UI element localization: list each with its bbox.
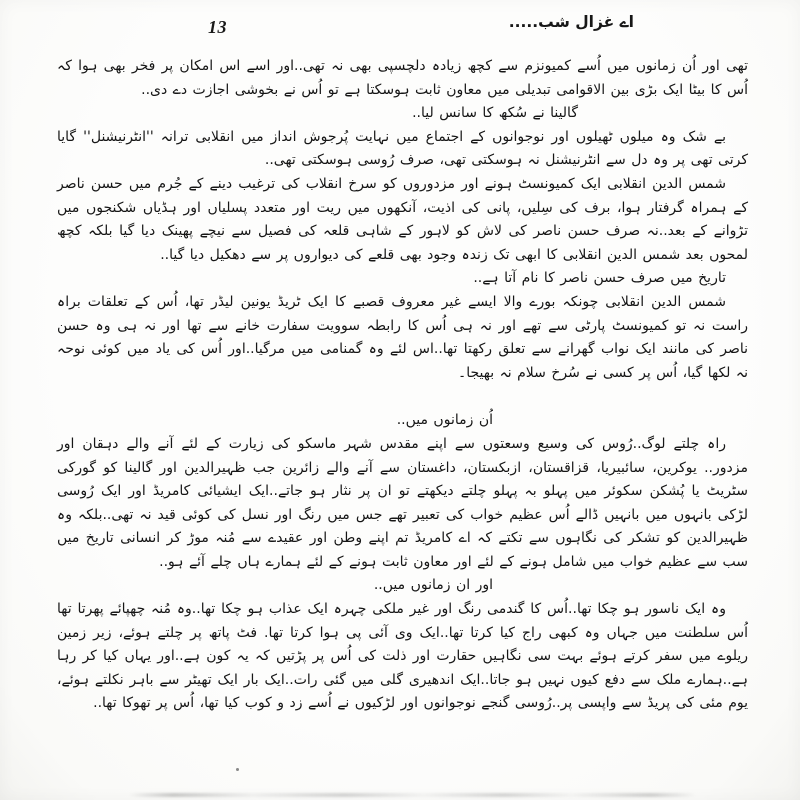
paragraph: اُن زمانوں میں.. — [396, 412, 493, 429]
paragraph: بے شک وہ میلوں ٹھیلوں اور نوجوانوں کے اجتماع میں نہایت پُرجوش انداز میں انقلابی ترانہ ''انٹرنیشنل'' گایا کرتی تھی پر وہ دل سے انٹرنیشنل نہ ہوسکتی تھی، صرف رُوسی ہوسکتی تھی.. — [57, 128, 748, 169]
paragraph: شمس الدین انقلابی چونکہ بورے والا ایسے غیر معروف قصبے کا ایک ٹریڈ یونین لیڈر تھا، اُس کے تعلقات براہ راست نہ تو کمیونسٹ پارٹی سے تھے اور نہ ہی اُس کا رابطہ سوویت سفارت خانے سے تھا اور نہ ہی وہ حسن ناصر کی مانند ایک نواب گھرانے سے تعلق رکھتا تھا..اس لئے وہ گمنامی میں مرگیا..اور اُس کی یاد میں کوئی نوحہ نہ لکھا گیا، اُس پر کسی نے سُرخ سلام نہ بھیجا۔ — [57, 293, 748, 381]
paragraph: اور ان زمانوں میں.. — [373, 577, 493, 594]
scan-edge-artifact — [128, 793, 696, 797]
paragraph: وہ ایک ناسور ہو چکا تھا..اُس کا گندمی رنگ اور غیر ملکی چہرہ ایک عذاب ہو چکا تھا..وہ مُنہ چھپائے پھرتا تھا اُس سلطنت میں جہاں وہ کبھی راج کیا کرتا تھا..ایک وی آئی پی ہوا کرتا تھا. فٹ پاتھ پر چلتے ہوئے، زیر زمین ریلوے میں سفر کرتے ہوئے بہت سی نگاہیں حقارت اور ذلت کی اُس پر پڑتیں کہ یہ کون ہے..اور یہاں کیا کر رہا ہے..ہمارے ملک سے دفع کیوں نہیں ہو جاتا..ایک اندھیری گلی میں گئی رات..ایک بار ایک تھیٹر سے باہر نکلتے ہوئے، یوم مئی کی پریڈ سے واپسی پر..رُوسی گنجے نوجوانوں اور لڑکیوں نے اُسے زد و کوب کیا تھا، اُس پر تھوکا تھا.. — [57, 601, 748, 712]
page-body-text — [57, 55, 748, 716]
paragraph: تھی اور اُن زمانوں میں اُسے کمیونزم سے کچھ زیادہ دلچسپی بھی نہ تھی..اور اسے اس امکان پر فخر بھی ہوا کہ اُس کا بیٹا ایک بڑی بین الاقوامی تبدیلی میں معاون ثابت ہوسکتا ہے تو اُس نے بخوشی اجازت دے دی.. — [57, 58, 748, 98]
paragraph: شمس الدین انقلابی ایک کمیونسٹ ہونے اور مزدوروں کو سرخ انقلاب کی ترغیب دینے کے جُرم میں حسن ناصر کے ہمراہ گرفتار ہوا، برف کی سِلیں، پانی کی اذیت، آنکھوں میں ریت اور متعدد پسلیاں اور ہڈیاں شکنجوں میں تڑوانے کے بعد..نہ صرف حسن ناصر کی لاش کو لاہور کے شاہی قلعہ کی فصیل سے نیچے پھینک دیا گیا بلکہ کچھ لمحوں بعد شمس الدین انقلابی کا ابھی تک زندہ وجود بھی قلعے کی دیواروں پر سے دھکیل دیا گیا.. — [57, 175, 748, 263]
paragraph: تاریخ میں صرف حسن ناصر کا نام آتا ہے.. — [473, 270, 726, 287]
paragraph: راہ چلتے لوگ..رُوس کی وسیع وسعتوں سے اپنے مقدس شہر ماسکو کی زیارت کے لئے آنے والے دہقان اور مزدور.. یوکرین، سائبیریا، قزاقستان، ازبکستان، داغستان سے آنے والے زائرین جب ظہیرالدین اور گالینا کو گورکی سٹریٹ یا پُشکن سکوئر میں پہلو بہ پہلو چلتے دیکھتے تو ان پر نثار ہو جاتے..ایک ایشیائی کامریڈ اور ایک رُوسی لڑکی بانہوں میں بانہیں ڈالے اُس عظیم خواب کی تعبیر تھے جس میں رنگ اور نسل کی کوئی قید نہ تھی..بلکہ وہ ظہیرالدین کو تشکر کی نگاہوں سے تکتے کہ اے کامریڈ تم اپنے وطن اور عقیدے سے مُنہ موڑ کر انسانی تاریخ میں سب سے عظیم خواب میں شامل ہونے کے لئے اور معاون ثابت ہونے کے لئے ہمارے ہاں چلے آئے ہو.. — [57, 435, 748, 570]
scan-speck — [236, 768, 239, 771]
paragraph: گالینا نے سُکھ کا سانس لیا.. — [412, 105, 578, 122]
running-title: اے غزال شب..... — [508, 13, 634, 31]
page-number: 13 — [208, 17, 227, 37]
